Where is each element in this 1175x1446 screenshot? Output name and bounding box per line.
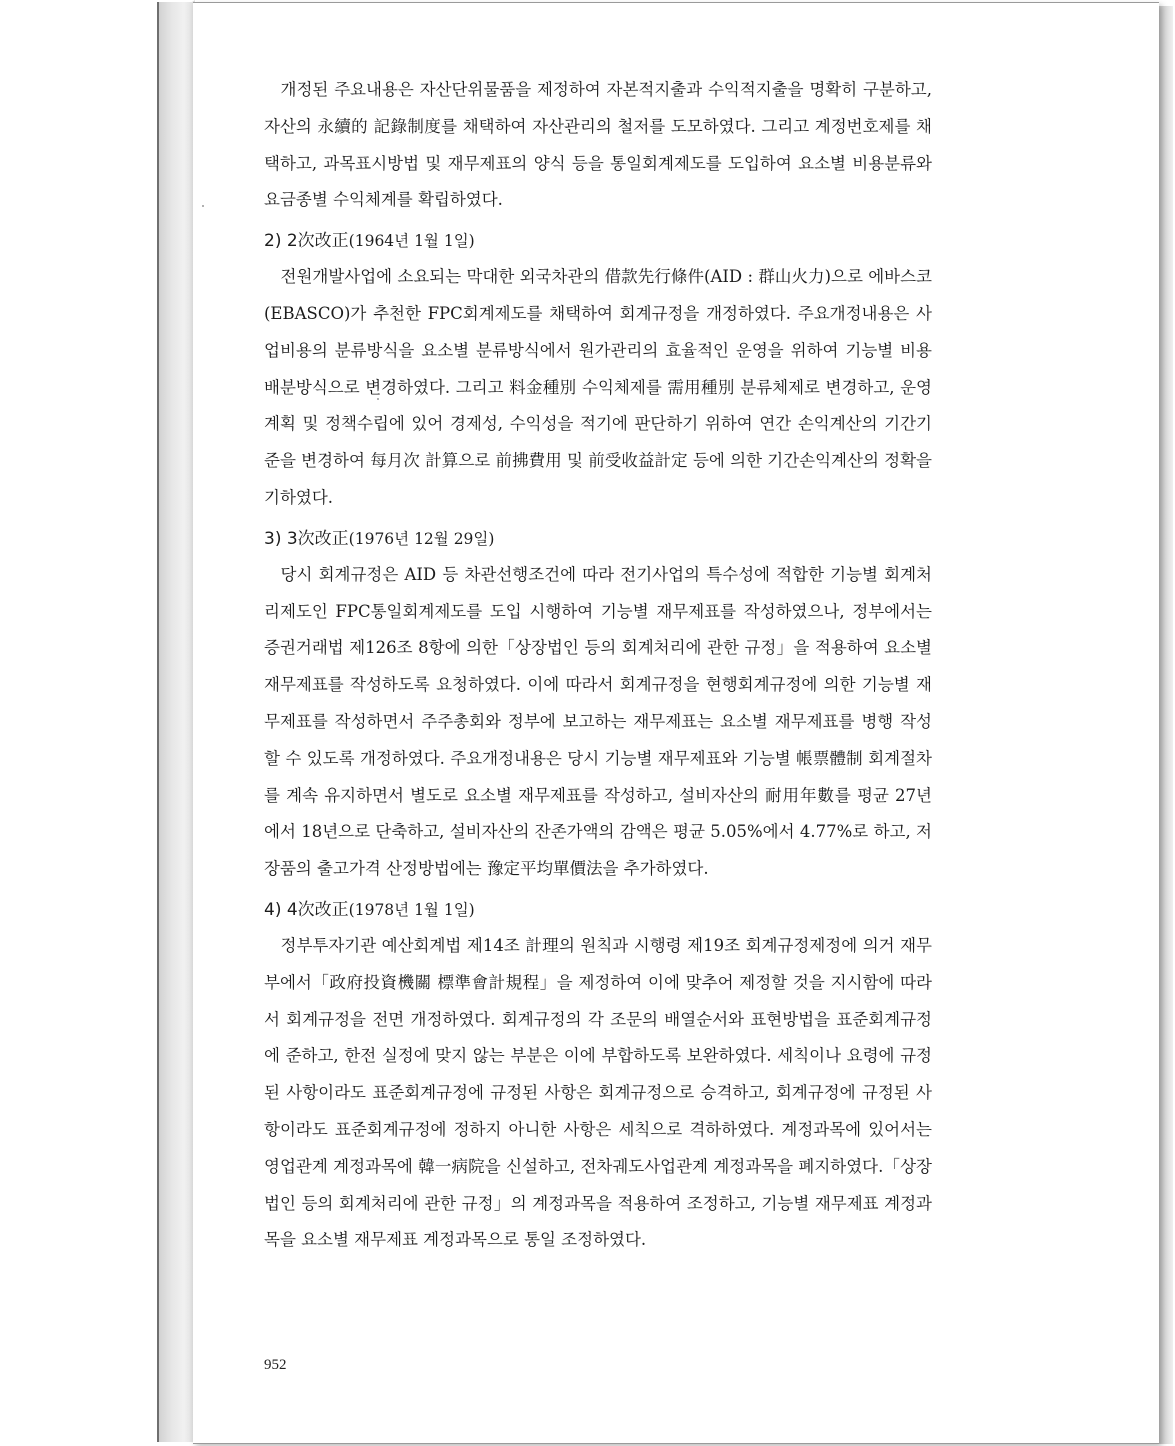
section-body-2: 전원개발사업에 소요되는 막대한 외국차관의 借款先行條件(AID : 群山火力)으로 에바스코(EBASCO)가 추천한 FPC회계제도를 채택하여 회계규정을 개정하였다. 주요개정내용은 사업비용의 분류방식을 요소별 분류방식에서 원가관리의 효율적인 운영을 위하여 기능별 비용배분방식으로 변경하였다. 그리고 料金種別 수익체제를 需用種別 분류체제로 변경하고, 운영계획 및 정책수립에 있어 경제성, 수익성을 적기에 판단하기 위하여 연간 손익계산의 기간기준을 변경하여 每月次 計算으로 前拂費用 및 前受收益計定 등에 의한 기간손익계산의 정확을 기하였다.: [264, 267, 932, 507]
section-title: 3) 3次改正: [264, 528, 349, 549]
section-heading-3: [264, 525, 932, 553]
page-text: [264, 72, 932, 1259]
page-edge-shadow: [1159, 6, 1173, 1444]
intro-paragraph: 개정된 주요내용은 자산단위물품을 제정하여 자본적지출과 수익적지출을 명확히 구분하고, 자산의 永續的 記錄制度를 채택하여 자산관리의 철저를 도모하였다. 그리고 계정번호제를 채택하고, 과목표시방법 및 재무제표의 양식 등을 통일회계제도를 도입하여 요소별 비용분류와 요금종별 수익체계를 확립하였다.: [264, 80, 932, 210]
section-body-3: 당시 회계규정은 AID 등 차관선행조건에 따라 전기사업의 특수성에 적합한 기능별 회계처리제도인 FPC통일회계제도를 도입 시행하여 기능별 재무제표를 작성하였으나, 정부에서는 증권거래법 제126조 8항에 의한「상장법인 등의 회계처리에 관한 규정」을 적용하여 요소별 재무제표를 작성하도록 요청하였다. 이에 따라서 회계규정을 현행회계규정에 의한 기능별 재무제표를 작성하면서 주주총회와 정부에 보고하는 재무제표는 요소별 재무제표를 병행 작성할 수 있도록 개정하였다. 주요개정내용은 당시 기능별 재무제표와 기능별 帳票體制 회계절차를 계속 유지하면서 별도로 요소별 재무제표를 작성하고, 설비자산의 耐用年數를 평균 27년에서 18년으로 단축하고, 설비자산의 잔존가액의 감액은 평균 5.05%에서 4.77%로 하고, 저장품의 출고가격 산정방법에는 豫定平均單價法을 추가하였다.: [264, 564, 932, 879]
section-heading-4: [264, 896, 932, 924]
section-title: 2) 2次改正: [264, 231, 349, 252]
section-body-4: 정부투자기관 예산회계법 제14조 計理의 원칙과 시행령 제19조 회계규정제정에 의거 재무부에서「政府投資機關 標準會計規程」을 제정하여 이에 맞추어 제정할 것을 지시함에 따라서 회계규정을 전면 개정하였다. 회계규정의 각 조문의 배열순서와 표현방법을 표준회계규정에 준하고, 한전 실정에 맞지 않는 부분은 이에 부합하도록 보완하였다. 세칙이나 요령에 규정된 사항이라도 표준회계규정에 규정된 사항은 회계규정으로 승격하고, 회계규정에 규정된 사항이라도 표준회계규정에 정하지 아니한 사항은 세칙으로 격하하였다. 계정과목에 있어서는 영업관계 계정과목에 韓一病院을 신설하고, 전차궤도사업관계 계정과목을 폐지하였다.「상장법인 등의 회계처리에 관한 규정」의 계정과목을 적용하여 조정하고, 기능별 재무제표 계정과목을 요소별 재무제표 계정과목으로 통일 조정하였다.: [264, 935, 932, 1250]
scan-speck: [202, 205, 204, 207]
section-title: 4) 4次改正: [264, 899, 349, 920]
section-date: (1964년 1월 1일): [348, 232, 475, 251]
section-heading-2: [264, 227, 932, 255]
page-number: 952: [264, 1357, 287, 1373]
section-date: (1978년 1월 1일): [348, 900, 475, 919]
section-date: (1976년 12월 29일): [348, 529, 495, 548]
book-spine: [157, 2, 195, 1442]
